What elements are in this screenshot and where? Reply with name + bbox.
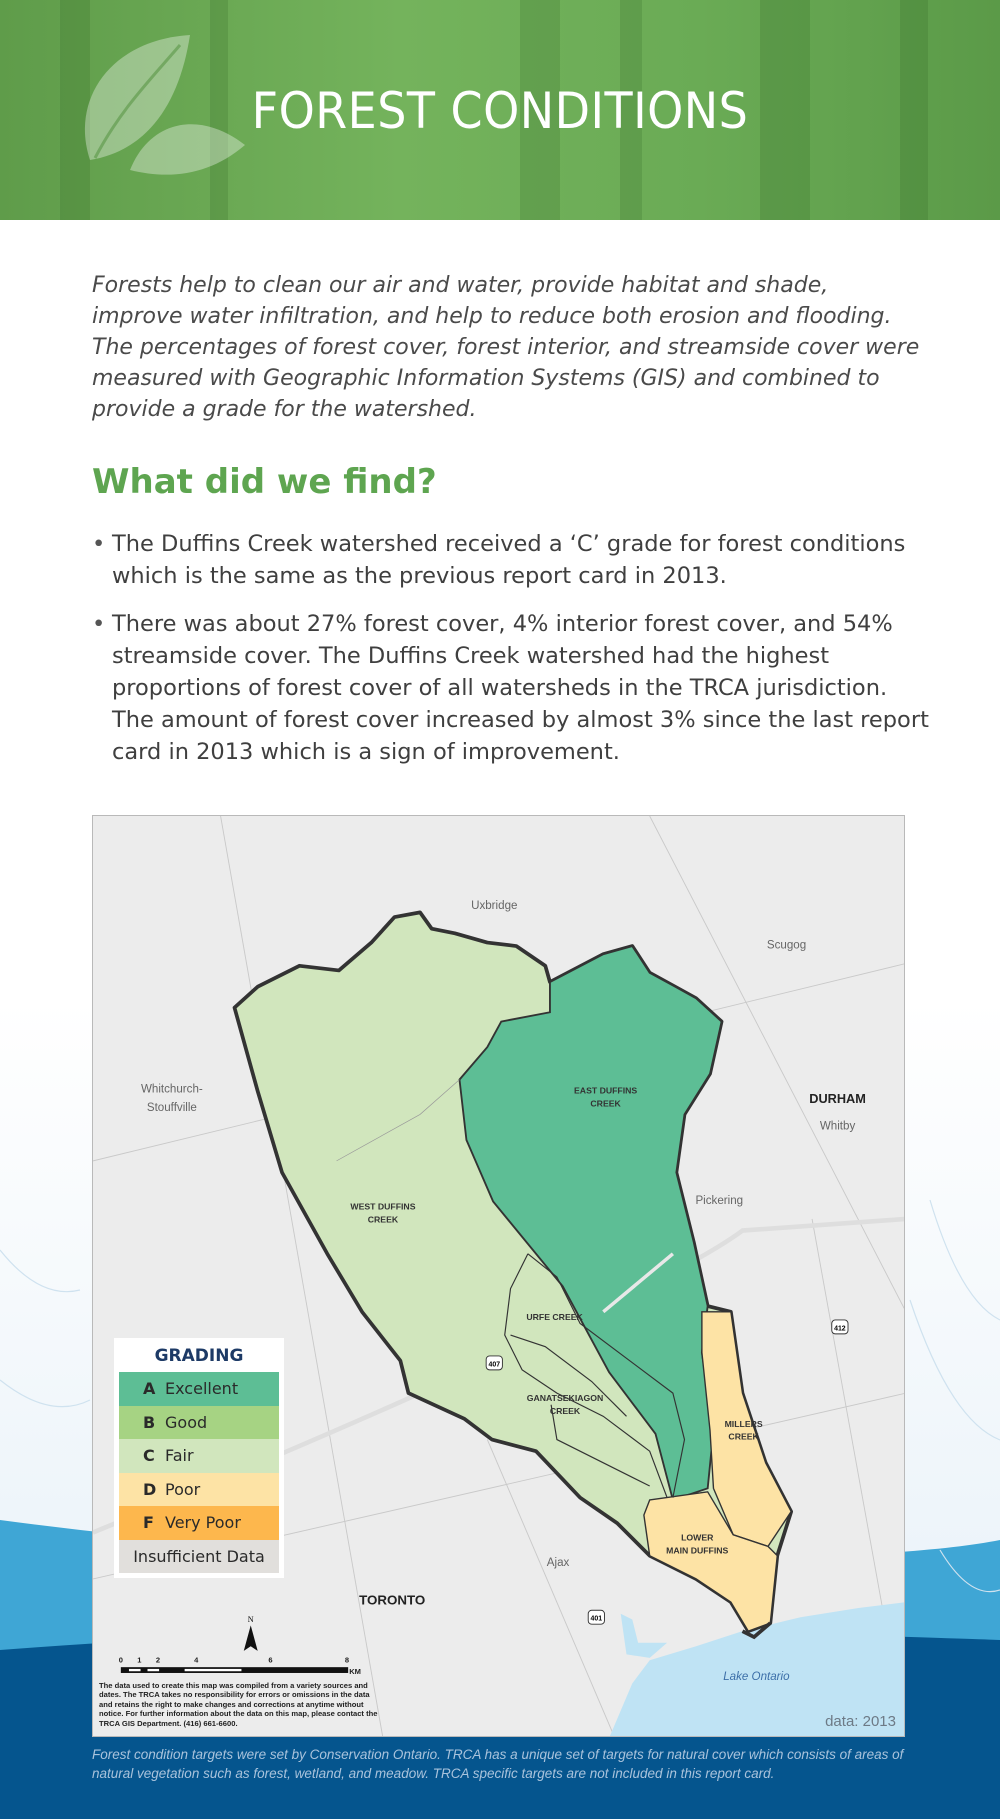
label-toronto: TORONTO [359,1592,426,1608]
scale-tick: 4 [194,1655,199,1665]
header-banner [0,0,1000,220]
label-east-duffins-2: CREEK [590,1098,621,1109]
grading-legend [114,1338,284,1578]
findings-heading: What did we find? [92,462,437,502]
label-durham: DURHAM [809,1090,866,1106]
north-arrow-icon [244,1625,258,1651]
label-scugog: Scugog [766,938,807,952]
highway-407-shield: 407 [488,1361,501,1369]
label-lake-ontario: Lake Ontario [723,1669,790,1683]
label-millers-creek: MILLERS [724,1418,763,1429]
scale-bar [119,1656,361,1677]
legend-item-insufficient: Insufficient Data [119,1540,279,1574]
scale-tick: 2 [155,1655,161,1665]
label-east-duffins: EAST DUFFINS [574,1085,638,1096]
label-whitby: Whitby [819,1119,856,1133]
highway-401-shield: 401 [590,1615,603,1623]
label-ganatsekiagon: GANATSEKIAGON [526,1393,604,1404]
label-uxbridge: Uxbridge [471,898,518,912]
label-lower-main-duffins-2: MAIN DUFFINS [666,1545,729,1556]
label-pickering: Pickering [695,1193,744,1207]
label-lower-main-duffins: LOWER [681,1532,714,1543]
legend-item-b: B Good [119,1406,279,1440]
label-whitchurch: Whitchurch- [140,1082,203,1096]
page-title: FOREST CONDITIONS [251,82,749,140]
label-millers-creek-2: CREEK [728,1431,759,1442]
label-west-duffins: WEST DUFFINS [350,1201,416,1212]
scale-tick: 8 [344,1655,350,1665]
legend-item-f: F Very Poor [119,1506,279,1540]
findings-list [92,528,932,784]
legend-title: GRADING [154,1346,244,1366]
scale-tick: 0 [118,1655,123,1665]
label-stouffville: Stouffville [146,1100,197,1114]
label-ajax: Ajax [546,1556,570,1570]
data-year: data: 2013 [825,1713,896,1730]
footer-note: Forest condition targets were set by Conservation Ontario. TRCA has a unique set of targets for natural cover which consists of areas of natural vegetation such as forest, wetland, and meadow. TRCA specific targets are not included in this report card. [92,1747,904,1781]
finding-item: • The Duffins Creek watershed received a ‘C’ grade for forest conditions which is the same as the previous report card in 2013. [92,528,932,592]
legend-item-c: C Fair [119,1439,279,1473]
north-label: N [247,1614,254,1624]
label-west-duffins-2: CREEK [367,1214,399,1225]
legend-item-d: D Poor [119,1473,279,1507]
scale-tick: 6 [268,1655,273,1665]
label-ganatsekiagon-2: CREEK [549,1406,581,1417]
legend-item-a: A Excellent [119,1372,279,1406]
label-urfe-creek: URFE CREEK [526,1311,583,1322]
highway-412-shield: 412 [834,1325,846,1333]
map-disclaimer: The data used to create this map was compiled from a variety sources and dates. The TRCA takes no responsibility for errors or omissions in the data and retains the right to make changes and corrections at anytime without notice. For further information about the data on this map, please contact the TRCA GIS Department. (416) 661-6600. [99,1681,378,1728]
finding-item: • There was about 27% forest cover, 4% interior forest cover, and 54% streamside cover. The Duffins Creek watershed had the highest proportions of forest cover of all watersheds in the TRCA jurisdiction. The amount of forest cover increased by almost 3% since the last report card in 2013 which is a sign of improvement. [92,608,932,768]
scale-tick: 1 [137,1655,142,1665]
intro-text: Forests help to clean our air and water, provide habitat and shade, improve water infiltration, and help to reduce both erosion and flooding. The percentages of forest cover, forest interior, and streamside cover were measured with Geographic Information Systems (GIS) and combined to provide a grade for the watershed. [92,273,920,422]
watershed-map [92,815,905,1737]
scale-unit: KM [349,1667,361,1677]
